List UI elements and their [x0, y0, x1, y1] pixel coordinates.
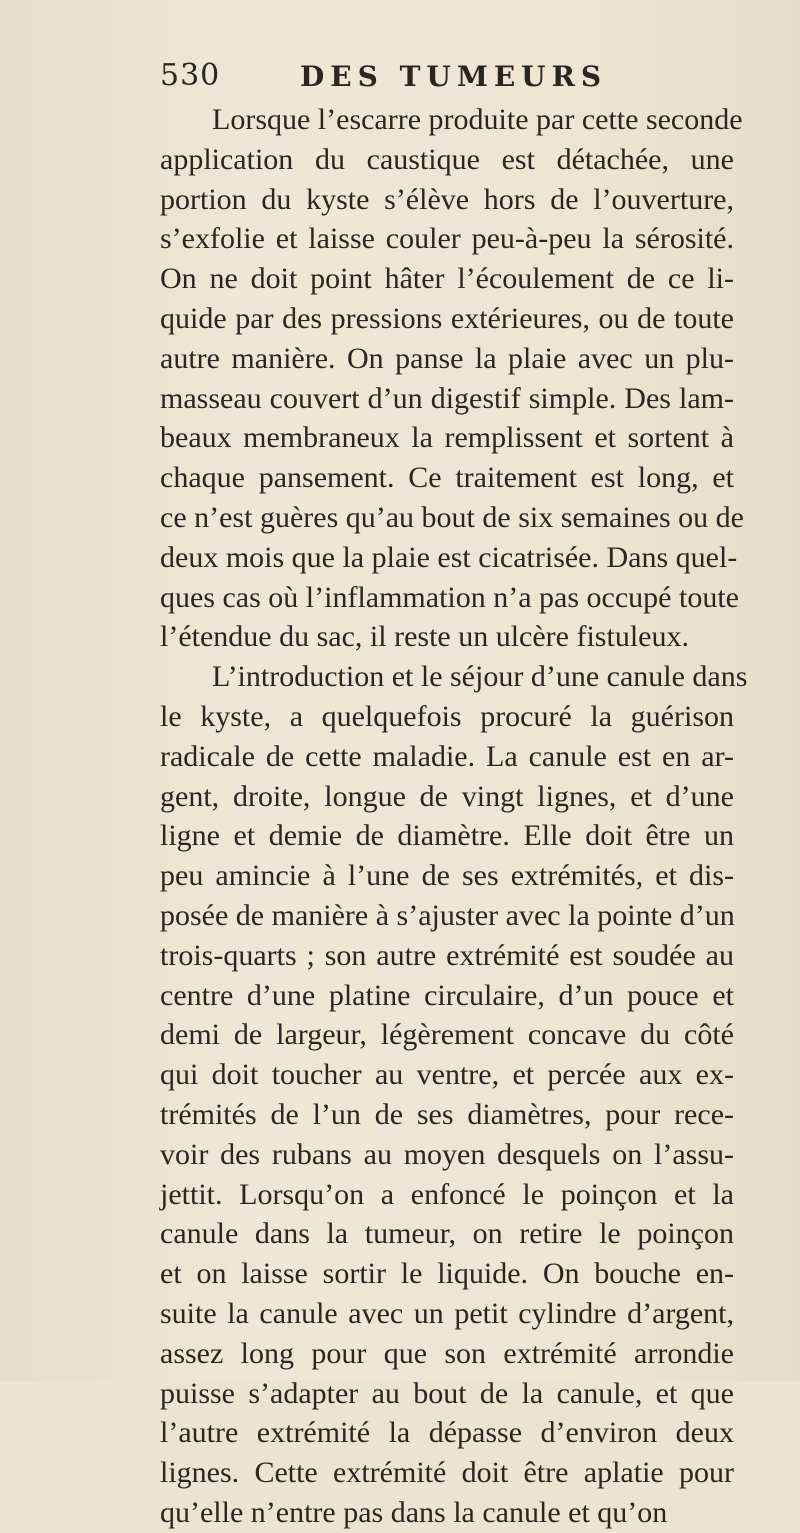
- paragraph-line: quide par des pressions extérieures, ou de toute: [160, 301, 734, 335]
- body-text: [160, 100, 748, 1533]
- paragraph-line: puisse s’adapter au bout de la canule, et que: [160, 1376, 734, 1410]
- paragraph-line: ce n’est guères qu’au bout de six semaines ou de: [160, 500, 744, 534]
- paragraph-line: l’autre extrémité la dépasse d’environ deux: [160, 1416, 734, 1450]
- page-number: 530: [160, 58, 221, 93]
- paragraph-line: assez long pour que son extrémité arrondie: [160, 1336, 734, 1370]
- paragraph-line: centre d’une platine circulaire, d’un pouce et: [160, 978, 734, 1012]
- running-head: DES TUMEURS: [300, 60, 608, 93]
- paragraph-line: radicale de cette maladie. La canule est en ar-: [160, 739, 734, 773]
- paragraph-line: voir des rubans au moyen desquels on l’assu-: [160, 1137, 734, 1171]
- paragraph-line: peu amincie à l’une de ses extrémités, et dis-: [160, 859, 734, 893]
- paragraph-line: posée de manière à s’ajuster avec la pointe d’un: [160, 898, 735, 932]
- paragraph-line: masseau couvert d’un digestif simple. Des lam-: [160, 381, 734, 415]
- paragraph-line: ligne et demie de diamètre. Elle doit être un: [160, 819, 734, 853]
- paragraph-line: suite la canule avec un petit cylindre d’argent,: [160, 1296, 734, 1330]
- paragraph-line: autre manière. On panse la plaie avec un plu-: [160, 341, 734, 375]
- paragraph-line: s’exfolie et laisse couler peu-à-peu la sérosité.: [160, 222, 734, 256]
- paragraph-line: canule dans la tumeur, on retire le poinçon: [160, 1217, 734, 1251]
- paragraph-line: qui doit toucher au ventre, et percée aux ex-: [160, 1058, 734, 1092]
- paragraph-line: jettit. Lorsqu’on a enfoncé le poinçon et la: [160, 1177, 734, 1211]
- paragraph-line: trémités de l’un de ses diamètres, pour rece-: [160, 1097, 734, 1131]
- paragraph-line: ques cas où l’inflammation n’a pas occupé toute: [160, 580, 739, 614]
- paragraph-line: qu’elle n’entre pas dans la canule et qu’on: [160, 1495, 668, 1529]
- paragraph-line: lignes. Cette extrémité doit être aplatie pour: [160, 1456, 734, 1490]
- paragraph-line: On ne doit point hâter l’écoulement de ce li-: [160, 262, 734, 296]
- paragraph-line: gent, droite, longue de vingt lignes, et d’une: [160, 779, 734, 813]
- paragraph-line: L’introduction et le séjour d’une canule dans: [212, 660, 748, 694]
- page-header: [160, 58, 720, 98]
- paragraph-line: Lorsque l’escarre produite par cette seconde: [212, 103, 743, 136]
- paragraph-line: deux mois que la plaie est cicatrisée. Dans quel-: [160, 540, 738, 574]
- paragraph-line: application du caustique est détachée, une: [160, 142, 734, 176]
- paragraph-line: beaux membraneux la remplissent et sortent à: [160, 421, 734, 455]
- paragraph-line: trois-quarts ; son autre extrémité est soudée au: [160, 938, 734, 972]
- paragraph-line: l’étendue du sac, il reste un ulcère fistuleux.: [160, 620, 689, 654]
- paragraph-line: portion du kyste s’élève hors de l’ouverture,: [160, 182, 734, 216]
- paragraph-line: chaque pansement. Ce traitement est long, et: [160, 461, 734, 495]
- paragraph-line: le kyste, a quelquefois procuré la guérison: [160, 699, 734, 733]
- paragraph-line: demi de largeur, légèrement concave du côté: [160, 1018, 734, 1052]
- paragraph-line: et on laisse sortir le liquide. On bouche en-: [160, 1257, 734, 1291]
